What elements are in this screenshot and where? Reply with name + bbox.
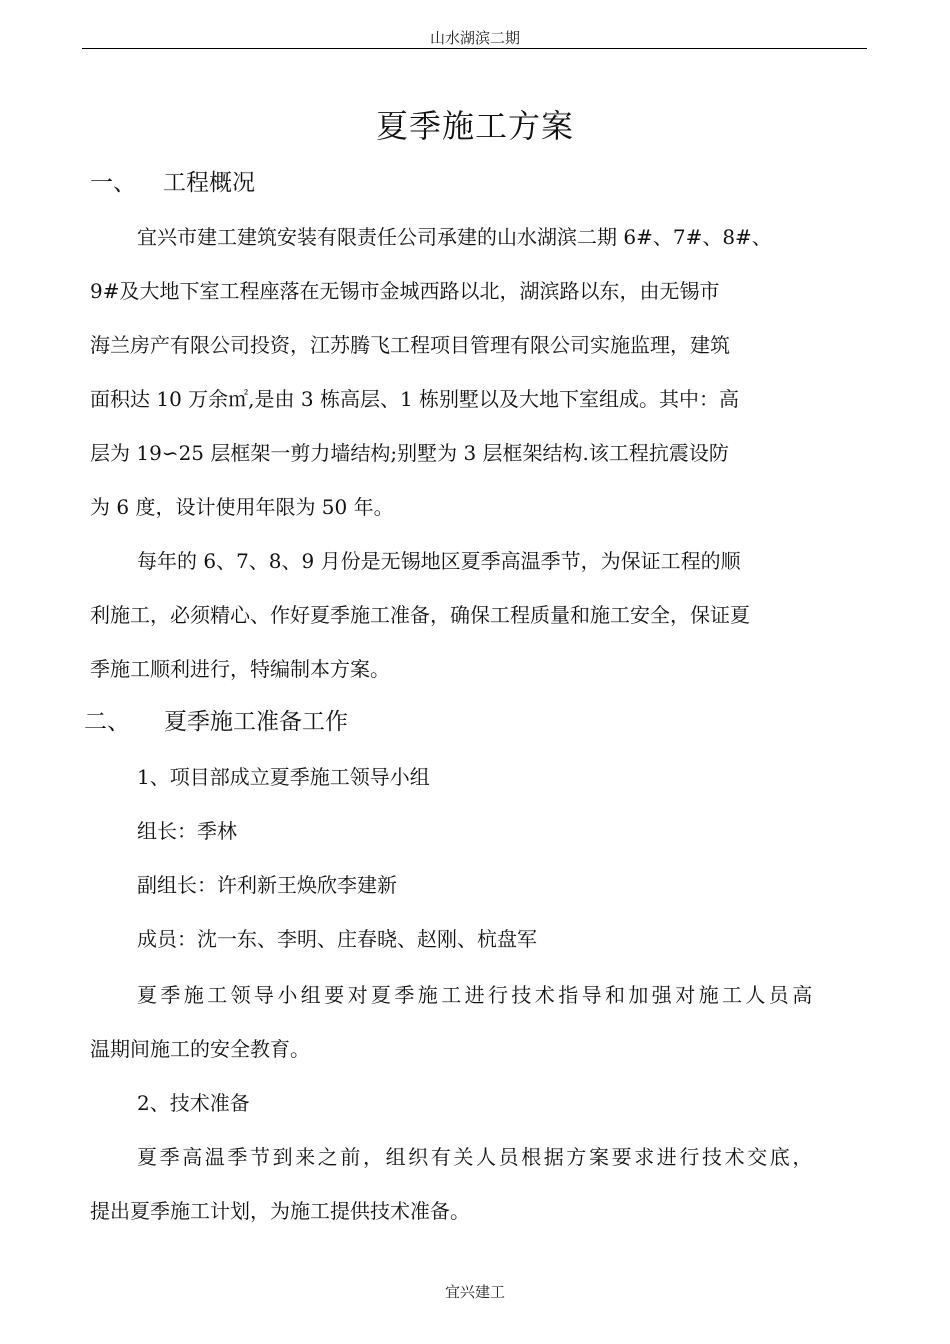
list-item: 1、项目部成立夏季施工领导小组: [137, 765, 430, 789]
list-item: 2、技术准备: [137, 1091, 250, 1115]
paragraph-line: 宜兴市建工建筑安装有限责任公司承建的山水湖滨二期 6#、7#、8#、: [137, 225, 772, 249]
paragraph-line: 海兰房产有限公司投资，江苏腾飞工程项目管理有限公司实施监理，建筑: [90, 333, 730, 357]
section-1-title: 工程概况: [163, 170, 255, 196]
paragraph-line: 夏季施工领导小组要对夏季施工进行技术指导和加强对施工人员高: [137, 983, 816, 1007]
header-divider: [82, 48, 867, 49]
list-item: 成员：沈一东、李明、庄春晓、赵刚、杭盘军: [137, 927, 537, 951]
paragraph-line: 利施工，必须精心、作好夏季施工准备，确保工程质量和施工安全，保证夏: [90, 603, 750, 627]
paragraph-line: 每年的 6、7、8、9 月份是无锡地区夏季高温季节，为保证工程的顺: [137, 549, 741, 573]
paragraph-line: 夏季高温季节到来之前，组织有关人员根据方案要求进行技术交底，: [137, 1145, 815, 1169]
list-item: 副组长：许利新王焕欣李建新: [137, 873, 397, 897]
section-2-number: 二、: [84, 709, 130, 735]
section-1-number: 一、: [90, 170, 136, 196]
page-header: 山水湖滨二期: [429, 29, 520, 47]
paragraph-line: 温期间施工的安全教育。: [90, 1037, 310, 1061]
paragraph-line: 为 6 度，设计使用年限为 50 年。: [90, 495, 394, 519]
section-2-title: 夏季施工准备工作: [164, 709, 348, 735]
document-title: 夏季施工方案: [375, 107, 574, 145]
paragraph-line: 季施工顺利进行，特编制本方案。: [90, 657, 390, 681]
paragraph-line: 9#及大地下室工程座落在无锡市金城西路以北，湖滨路以东，由无锡市: [90, 279, 720, 303]
page-footer: 宜兴建工: [444, 1283, 505, 1301]
paragraph-line: 层为 19∽25 层框架一剪力墙结构;别墅为 3 层框架结构.该工程抗震设防: [90, 441, 729, 465]
paragraph-line: 提出夏季施工计划，为施工提供技术准备。: [90, 1199, 470, 1223]
list-item: 组长：季林: [137, 819, 237, 843]
paragraph-line: 面积达 10 万余㎡,是由 3 栋高层、1 栋别墅以及大地下室组成。其中：高: [90, 387, 740, 411]
